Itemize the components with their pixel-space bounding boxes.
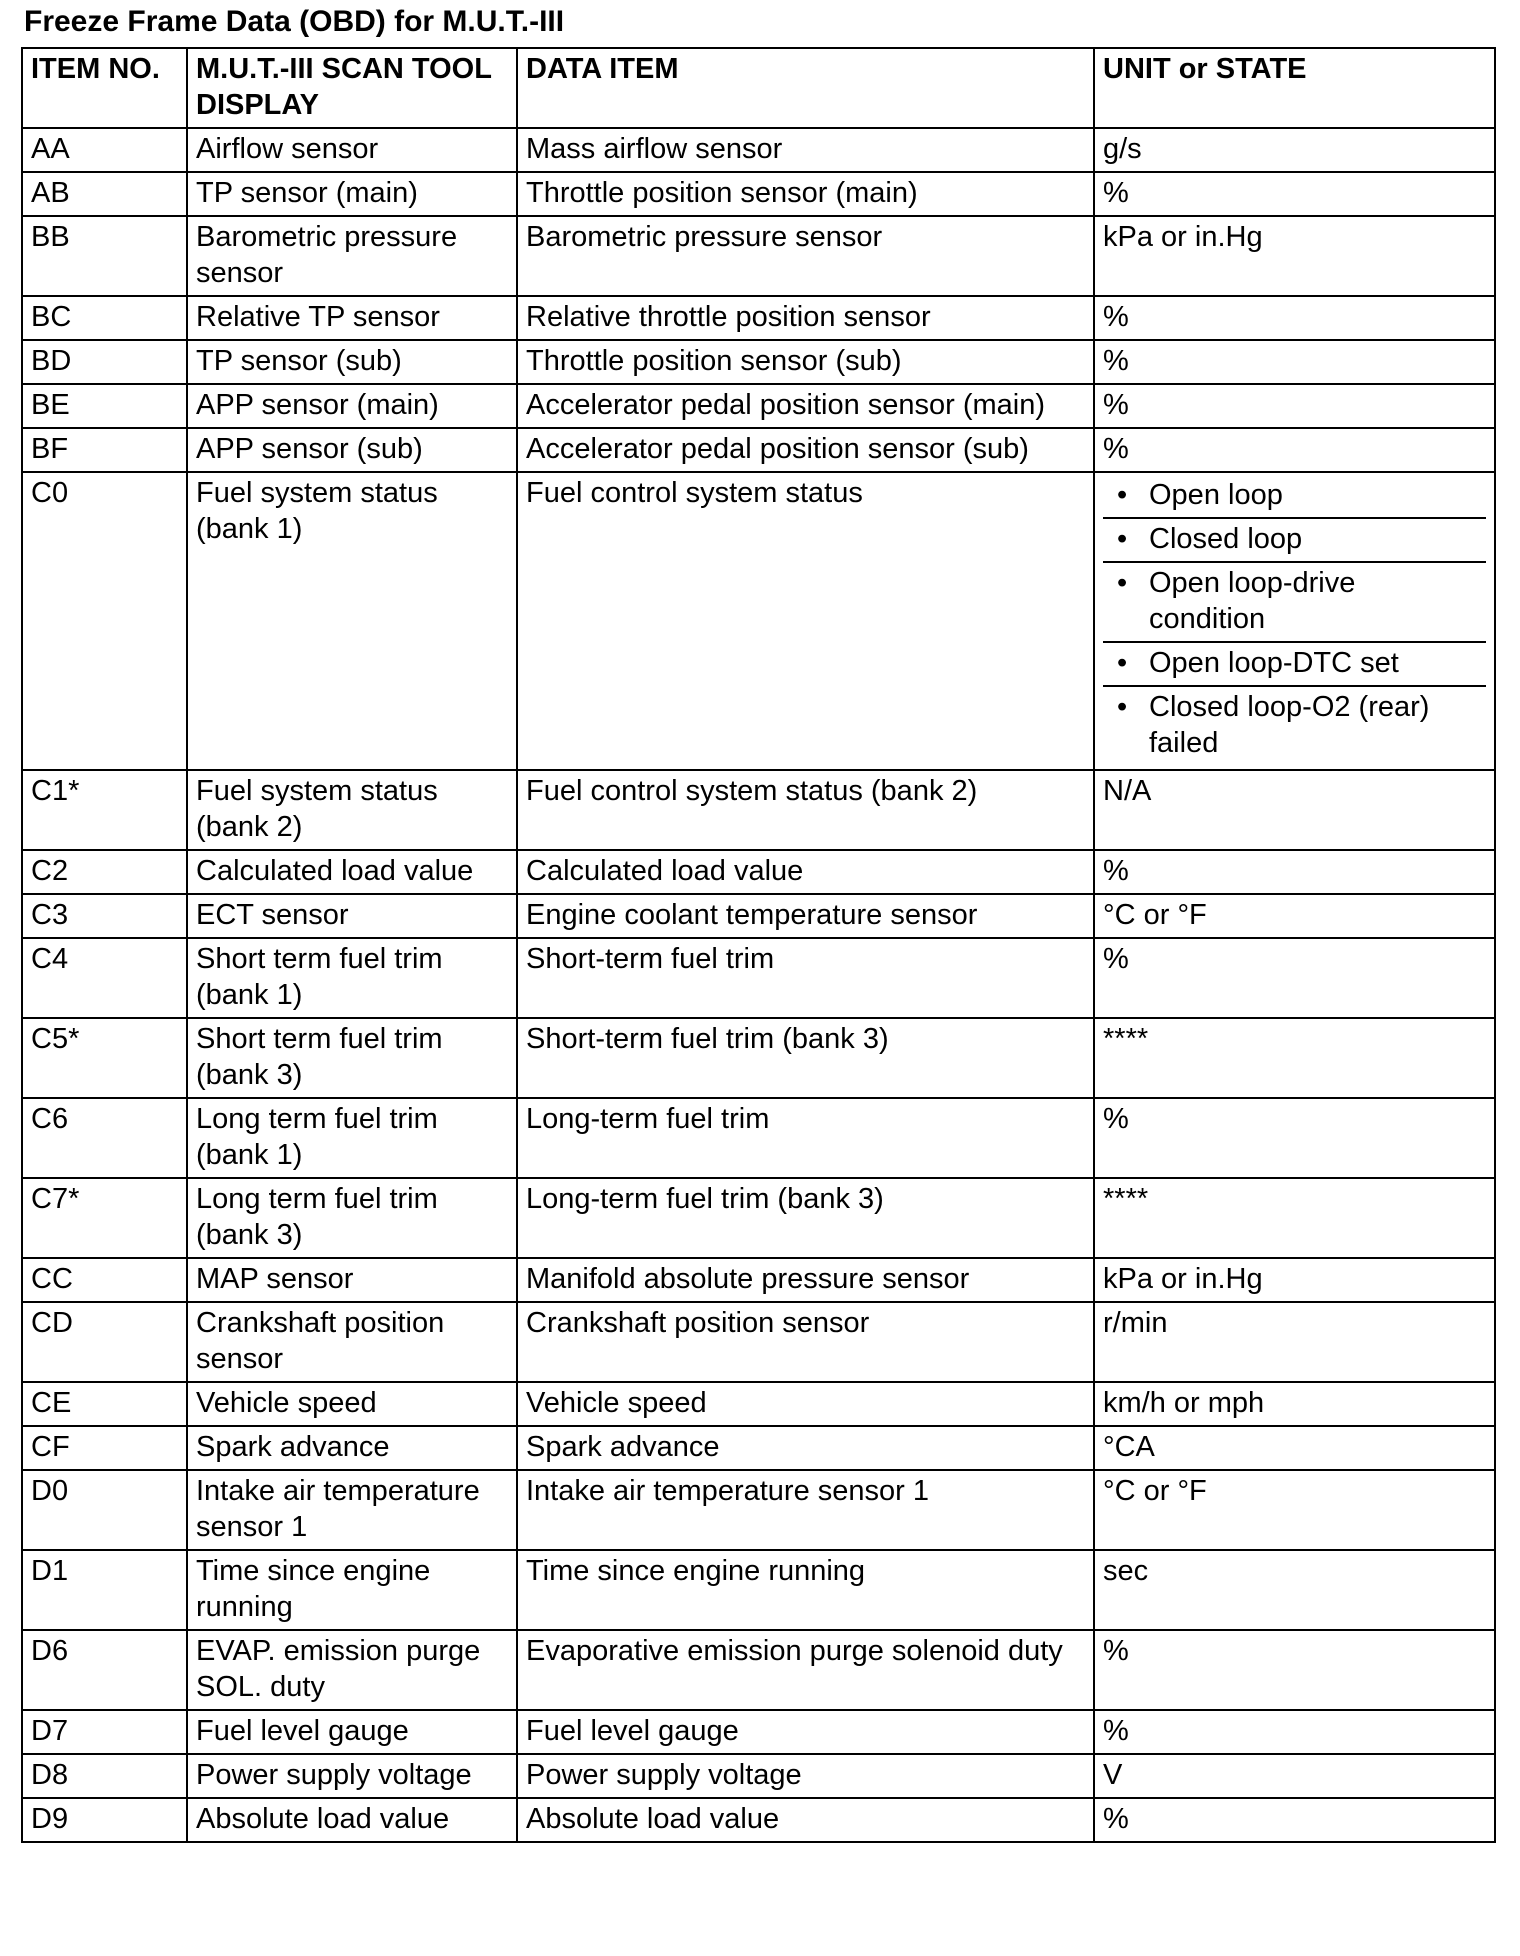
table-row (22, 1382, 1495, 1426)
scan-tool-display-cell: Intake air temperature sensor 1 (187, 1470, 517, 1550)
table-row (22, 1550, 1495, 1630)
data-item-cell: Manifold absolute pressure sensor (517, 1258, 1094, 1302)
data-item-cell: Fuel control system status (517, 472, 1094, 770)
header-scan-tool-display: M.U.T.-III SCAN TOOL DISPLAY (187, 48, 517, 128)
item-no-cell: C4 (22, 938, 187, 1018)
data-item-cell: Short-term fuel trim (517, 938, 1094, 1018)
scan-tool-display-cell: Time since engine running (187, 1550, 517, 1630)
item-no-cell: BF (22, 428, 187, 472)
table-row (22, 1426, 1495, 1470)
item-no-cell: BC (22, 296, 187, 340)
table-row (22, 770, 1495, 850)
unit-or-state-cell: g/s (1094, 128, 1495, 172)
unit-or-state-cell: °C or °F (1094, 894, 1495, 938)
scan-tool-display-cell: EVAP. emission purge SOL. duty (187, 1630, 517, 1710)
unit-or-state-cell: km/h or mph (1094, 1382, 1495, 1426)
scan-tool-display-cell: TP sensor (sub) (187, 340, 517, 384)
item-no-cell: C5* (22, 1018, 187, 1098)
table-row (22, 1302, 1495, 1382)
scan-tool-display-cell: Power supply voltage (187, 1754, 517, 1798)
data-item-cell: Mass airflow sensor (517, 128, 1094, 172)
unit-or-state-cell: % (1094, 384, 1495, 428)
data-item-cell: Evaporative emission purge solenoid duty (517, 1630, 1094, 1710)
table-row (22, 1098, 1495, 1178)
unit-or-state-cell: °CA (1094, 1426, 1495, 1470)
unit-or-state-cell: % (1094, 296, 1495, 340)
scan-tool-display-cell: Long term fuel trim (bank 1) (187, 1098, 517, 1178)
table-row (22, 1258, 1495, 1302)
item-no-cell: CE (22, 1382, 187, 1426)
unit-or-state-cell: kPa or in.Hg (1094, 216, 1495, 296)
item-no-cell: D6 (22, 1630, 187, 1710)
table-row (22, 1754, 1495, 1798)
table-row (22, 384, 1495, 428)
data-item-cell: Throttle position sensor (sub) (517, 340, 1094, 384)
table-row (22, 428, 1495, 472)
data-item-cell: Barometric pressure sensor (517, 216, 1094, 296)
scan-tool-display-cell: Airflow sensor (187, 128, 517, 172)
table-row (22, 850, 1495, 894)
item-no-cell: D0 (22, 1470, 187, 1550)
table-row (22, 128, 1495, 172)
unit-or-state-cell: N/A (1094, 770, 1495, 850)
data-item-cell: Long-term fuel trim (bank 3) (517, 1178, 1094, 1258)
unit-or-state-cell: % (1094, 938, 1495, 1018)
header-item-no: ITEM NO. (22, 48, 187, 128)
table-row (22, 1710, 1495, 1754)
scan-tool-display-cell: Short term fuel trim (bank 3) (187, 1018, 517, 1098)
unit-or-state-cell: °C or °F (1094, 1470, 1495, 1550)
unit-or-state-cell: sec (1094, 1550, 1495, 1630)
data-item-cell: Spark advance (517, 1426, 1094, 1470)
data-item-cell: Power supply voltage (517, 1754, 1094, 1798)
scan-tool-display-cell: Crankshaft position sensor (187, 1302, 517, 1382)
state-list (1103, 475, 1486, 765)
data-item-cell: Calculated load value (517, 850, 1094, 894)
unit-or-state-cell: % (1094, 850, 1495, 894)
item-no-cell: AB (22, 172, 187, 216)
scan-tool-display-cell: Short term fuel trim (bank 1) (187, 938, 517, 1018)
data-item-cell: Vehicle speed (517, 1382, 1094, 1426)
scan-tool-display-cell: Absolute load value (187, 1798, 517, 1842)
table-row (22, 216, 1495, 296)
item-no-cell: C1* (22, 770, 187, 850)
data-item-cell: Accelerator pedal position sensor (main) (517, 384, 1094, 428)
data-item-cell: Throttle position sensor (main) (517, 172, 1094, 216)
table-row (22, 340, 1495, 384)
table-row (22, 1470, 1495, 1550)
table-header-row (22, 48, 1495, 128)
scan-tool-display-cell: APP sensor (main) (187, 384, 517, 428)
state-list-item: • Open loop-DTC set (1103, 643, 1486, 687)
table-row (22, 1018, 1495, 1098)
data-item-cell: Time since engine running (517, 1550, 1094, 1630)
unit-or-state-cell: % (1094, 428, 1495, 472)
item-no-cell: C3 (22, 894, 187, 938)
item-no-cell: BD (22, 340, 187, 384)
item-no-cell: CC (22, 1258, 187, 1302)
header-unit-or-state: UNIT or STATE (1094, 48, 1495, 128)
scan-tool-display-cell: Spark advance (187, 1426, 517, 1470)
unit-or-state-cell (1094, 472, 1495, 770)
item-no-cell: C7* (22, 1178, 187, 1258)
item-no-cell: D7 (22, 1710, 187, 1754)
data-item-cell: Absolute load value (517, 1798, 1094, 1842)
table-row (22, 172, 1495, 216)
unit-or-state-cell: % (1094, 1710, 1495, 1754)
table-row (22, 1178, 1495, 1258)
scan-tool-display-cell: Long term fuel trim (bank 3) (187, 1178, 517, 1258)
item-no-cell: CD (22, 1302, 187, 1382)
scan-tool-display-cell: Fuel system status (bank 1) (187, 472, 517, 770)
scan-tool-display-cell: Fuel system status (bank 2) (187, 770, 517, 850)
scan-tool-display-cell: MAP sensor (187, 1258, 517, 1302)
unit-or-state-cell: % (1094, 1098, 1495, 1178)
unit-or-state-cell: V (1094, 1754, 1495, 1798)
table-row (22, 938, 1495, 1018)
item-no-cell: C0 (22, 472, 187, 770)
state-list-item: • Closed loop (1103, 519, 1486, 563)
data-item-cell: Long-term fuel trim (517, 1098, 1094, 1178)
table-row (22, 296, 1495, 340)
unit-or-state-cell: **** (1094, 1178, 1495, 1258)
item-no-cell: BB (22, 216, 187, 296)
data-item-cell: Fuel level gauge (517, 1710, 1094, 1754)
table-row (22, 472, 1495, 770)
data-item-cell: Fuel control system status (bank 2) (517, 770, 1094, 850)
item-no-cell: D9 (22, 1798, 187, 1842)
scan-tool-display-cell: Fuel level gauge (187, 1710, 517, 1754)
unit-or-state-cell: % (1094, 1798, 1495, 1842)
table-row (22, 1798, 1495, 1842)
item-no-cell: BE (22, 384, 187, 428)
data-item-cell: Intake air temperature sensor 1 (517, 1470, 1094, 1550)
data-item-cell: Engine coolant temperature sensor (517, 894, 1094, 938)
data-item-cell: Short-term fuel trim (bank 3) (517, 1018, 1094, 1098)
unit-or-state-cell: % (1094, 172, 1495, 216)
document-title: Freeze Frame Data (OBD) for M.U.T.-III (24, 5, 565, 38)
scan-tool-display-cell: Vehicle speed (187, 1382, 517, 1426)
state-list-item: • Closed loop-O2 (rear) failed (1103, 687, 1486, 765)
scan-tool-display-cell: ECT sensor (187, 894, 517, 938)
unit-or-state-cell: kPa or in.Hg (1094, 1258, 1495, 1302)
item-no-cell: D1 (22, 1550, 187, 1630)
state-list-item: • Open loop-drive condition (1103, 563, 1486, 643)
data-item-cell: Relative throttle position sensor (517, 296, 1094, 340)
data-item-cell: Crankshaft position sensor (517, 1302, 1094, 1382)
item-no-cell: C6 (22, 1098, 187, 1178)
item-no-cell: D8 (22, 1754, 187, 1798)
unit-or-state-cell: % (1094, 340, 1495, 384)
scan-tool-display-cell: Barometric pressure sensor (187, 216, 517, 296)
item-no-cell: CF (22, 1426, 187, 1470)
unit-or-state-cell: r/min (1094, 1302, 1495, 1382)
item-no-cell: C2 (22, 850, 187, 894)
data-item-cell: Accelerator pedal position sensor (sub) (517, 428, 1094, 472)
table-row (22, 1630, 1495, 1710)
header-data-item: DATA ITEM (517, 48, 1094, 128)
table-row (22, 894, 1495, 938)
scan-tool-display-cell: Relative TP sensor (187, 296, 517, 340)
freeze-frame-table (21, 47, 1496, 1843)
scan-tool-display-cell: APP sensor (sub) (187, 428, 517, 472)
state-list-item: • Open loop (1103, 475, 1486, 519)
scan-tool-display-cell: Calculated load value (187, 850, 517, 894)
scan-tool-display-cell: TP sensor (main) (187, 172, 517, 216)
unit-or-state-cell: **** (1094, 1018, 1495, 1098)
unit-or-state-cell: % (1094, 1630, 1495, 1710)
item-no-cell: AA (22, 128, 187, 172)
table-body (22, 128, 1495, 1842)
